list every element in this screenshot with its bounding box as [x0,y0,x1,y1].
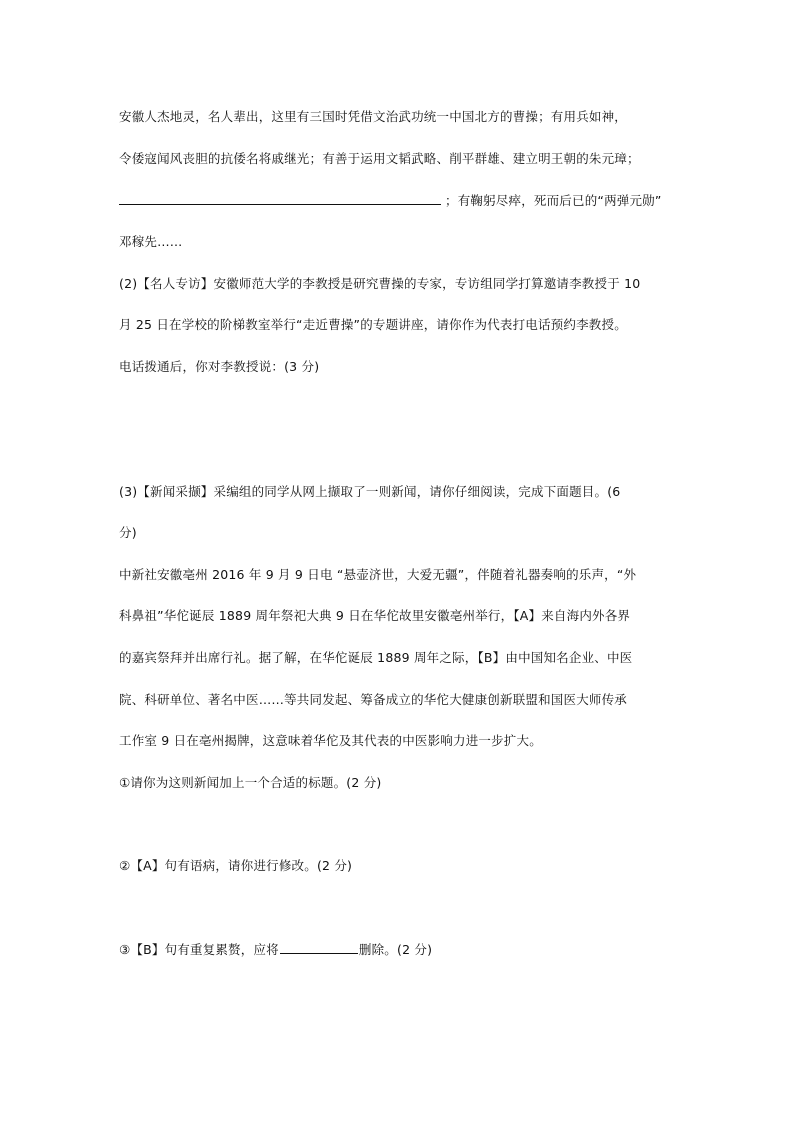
news-line-1: 中新社安徽亳州 2016 年 9 月 9 日电 “悬壶济世，大爱无疆”，伴随着礼器奏响的乐声，“外 [119,567,637,582]
question-2-line-3: 电话拨通后，你对李教授说：(3 分) [119,359,320,374]
question-2-line-1: (2)【名人专访】安徽师范大学的李教授是研究曹操的专家，专访组同学打算邀请李教授于 10 [119,276,641,291]
question-3-line-2: 分) [119,525,137,540]
intro-line-4: 邓稼先…… [119,234,183,249]
intro-line-3-tail: ；有鞠躬尽瘁，死而后已的“两弹元勋” [445,193,662,208]
intro-line-1: 安徽人杰地灵，名人辈出，这里有三国时凭借文治武功统一中国北方的曹操；有用兵如神， [119,109,628,124]
question-2-line-2: 月 25 日在学校的阶梯教室举行“走近曹操”的专题讲座，请你作为代表打电话预约李教授。 [119,317,627,332]
news-line-2: 科鼻祖”华佗诞辰 1889 周年祭祀大典 9 日在华佗故里安徽亳州举行，【A】来自海内外各界 [119,608,631,623]
question-3-line-1: (3)【新闻采撷】采编组的同学从网上撷取了一则新闻，请你仔细阅读，完成下面题目。(6 [119,484,621,499]
news-line-4: 院、科研单位、著名中医……等共同发起、筹备成立的华佗大健康创新联盟和国医大师传承 [119,692,628,707]
news-line-3: 的嘉宾祭拜并出席行礼。据了解，在华佗诞辰 1889 周年之际，【B】由中国知名企业、中医 [119,650,633,665]
sub-question-3-before: ③【B】句有重复累赘，应将 [119,942,279,957]
news-line-5: 工作室 9 日在亳州揭牌，这意味着华佗及其代表的中医影响力进一步扩大。 [119,733,542,748]
intro-line-3 [119,192,662,209]
sub-question-2: ②【A】句有语病，请你进行修改。(2 分) [119,858,353,873]
answer-blank-short[interactable] [280,941,358,954]
sub-question-3 [119,941,432,958]
intro-line-2: 令倭寇闻风丧胆的抗倭名将戚继光；有善于运用文韬武略、削平群雄、建立明王朝的朱元璋； [119,151,640,166]
sub-question-3-after: 删除。(2 分) [358,942,433,957]
sub-question-1: ①请你为这则新闻加上一个合适的标题。(2 分) [119,775,382,790]
answer-blank-long[interactable] [119,192,441,205]
